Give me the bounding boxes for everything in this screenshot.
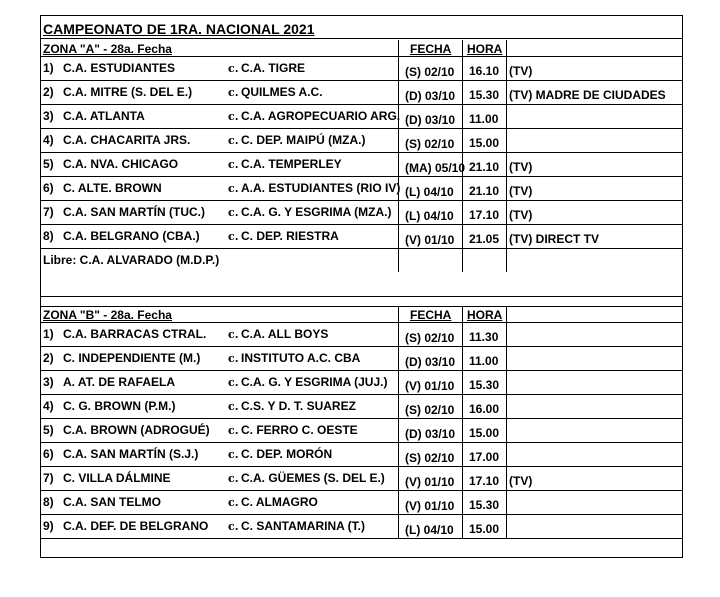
match-time: 11.00 [469, 354, 499, 368]
broadcast-info: (TV) DIRECT TV [509, 232, 599, 246]
match-time: 15.30 [469, 378, 500, 392]
home-team: C. G. BROWN (P.M.) [63, 399, 176, 413]
match-number: 7) [43, 471, 54, 485]
away-team: C. DEP. MAIPÚ (MZA.) [241, 133, 366, 147]
fixture-sheet [40, 15, 683, 558]
versus-marker: c. [228, 520, 239, 533]
match-time: 15.30 [469, 498, 500, 512]
row-divider [41, 394, 682, 395]
match-time: 17.00 [469, 450, 500, 464]
match-time: 21.10 [469, 184, 500, 198]
match-date: (S) 02/10 [405, 137, 455, 151]
broadcast-info: (TV) [509, 184, 533, 198]
versus-marker: c. [228, 230, 239, 243]
broadcast-info: (TV) [509, 160, 533, 174]
match-date: (V) 01/10 [405, 499, 455, 513]
page-title: CAMPEONATO DE 1RA. NACIONAL 2021 [43, 21, 315, 37]
match-time: 17.10 [469, 208, 500, 222]
match-number: 4) [43, 399, 54, 413]
away-team: C.A. ALL BOYS [241, 327, 329, 341]
match-date: (S) 02/10 [405, 65, 455, 79]
match-date: (L) 04/10 [405, 523, 454, 537]
match-time: 15.00 [469, 136, 500, 150]
row-divider [41, 514, 682, 515]
match-date: (MA) 05/10 [405, 161, 466, 175]
column-header-hora: HORA [467, 42, 503, 56]
match-time: 15.00 [469, 426, 500, 440]
broadcast-info: (TV) [509, 474, 533, 488]
row-divider [41, 200, 682, 201]
match-date: (V) 01/10 [405, 379, 455, 393]
title-divider [41, 38, 682, 39]
match-number: 3) [43, 109, 54, 123]
broadcast-info: (TV) [509, 208, 533, 222]
home-team: C.A. SAN TELMO [63, 495, 161, 509]
home-team: C. VILLA DÁLMINE [63, 471, 171, 485]
match-number: 3) [43, 375, 54, 389]
match-date: (S) 02/10 [405, 403, 455, 417]
hora-column-line [462, 40, 463, 272]
match-date: (L) 04/10 [405, 209, 454, 223]
match-date: (V) 01/10 [405, 233, 455, 247]
match-time: 11.30 [469, 330, 499, 344]
versus-marker: c. [228, 352, 239, 365]
home-team: C.A. BELGRANO (CBA.) [63, 229, 200, 243]
home-team: C.A. DEF. DE BELGRANO [63, 519, 209, 533]
home-team: C. ALTE. BROWN [63, 181, 162, 195]
match-number: 5) [43, 423, 54, 437]
versus-marker: c. [228, 182, 239, 195]
bye-team: Libre: C.A. ALVARADO (M.D.P.) [43, 253, 220, 267]
zone-header: ZONA "A" - 28a. Fecha [43, 42, 172, 56]
match-number: 1) [43, 61, 54, 75]
hora-column-line [462, 306, 463, 538]
match-time: 11.00 [469, 112, 499, 126]
away-team: A.A. ESTUDIANTES (RIO IV) [241, 181, 401, 195]
home-team: C.A. SAN MARTÍN (TUC.) [63, 205, 205, 219]
away-team: C. DEP. RIESTRA [241, 229, 339, 243]
home-team: C.A. SAN MARTÍN (S.J.) [63, 447, 199, 461]
match-time: 15.00 [469, 522, 500, 536]
row-divider [41, 224, 682, 225]
away-team: C. ALMAGRO [241, 495, 318, 509]
match-number: 2) [43, 351, 54, 365]
match-time: 16.00 [469, 402, 500, 416]
row-divider [41, 490, 682, 491]
column-header-fecha: FECHA [410, 308, 452, 322]
row-divider [41, 80, 682, 81]
away-team: C. FERRO C. OESTE [241, 423, 358, 437]
away-team: C.A. TIGRE [241, 61, 306, 75]
home-team: C.A. ESTUDIANTES [63, 61, 176, 75]
versus-marker: c. [228, 400, 239, 413]
home-team: C.A. MITRE (S. DEL E.) [63, 85, 193, 99]
zone-header-divider [41, 56, 682, 57]
match-time: 16.10 [469, 64, 500, 78]
match-number: 5) [43, 157, 54, 171]
match-date: (D) 03/10 [405, 355, 456, 369]
match-number: 6) [43, 181, 54, 195]
tv-column-line [506, 40, 507, 272]
away-team: C.S. Y D. T. SUAREZ [241, 399, 356, 413]
row-divider [41, 176, 682, 177]
home-team: C.A. BARRACAS CTRAL. [63, 327, 207, 341]
broadcast-info: (TV) MADRE DE CIUDADES [509, 88, 666, 102]
away-team: C. SANTAMARINA (T.) [241, 519, 365, 533]
match-number: 6) [43, 447, 54, 461]
match-date: (D) 03/10 [405, 89, 456, 103]
home-team: C.A. BROWN (ADROGUÉ) [63, 423, 210, 437]
away-team: C.A. TEMPERLEY [241, 157, 342, 171]
home-team: C. INDEPENDIENTE (M.) [63, 351, 201, 365]
match-number: 8) [43, 229, 54, 243]
match-time: 17.10 [469, 474, 500, 488]
versus-marker: c. [228, 158, 239, 171]
row-divider [41, 538, 682, 539]
match-date: (D) 03/10 [405, 113, 456, 127]
home-team: C.A. NVA. CHICAGO [63, 157, 179, 171]
match-number: 2) [43, 85, 54, 99]
broadcast-info: (TV) [509, 64, 533, 78]
row-divider [41, 128, 682, 129]
versus-marker: c. [228, 472, 239, 485]
versus-marker: c. [228, 86, 239, 99]
match-time: 15.30 [469, 88, 500, 102]
home-team: A. AT. DE RAFAELA [63, 375, 176, 389]
versus-marker: c. [228, 328, 239, 341]
home-team: C.A. CHACARITA JRS. [63, 133, 191, 147]
away-team: INSTITUTO A.C. CBA [241, 351, 361, 365]
zone-b-top-line [41, 306, 682, 307]
versus-marker: c. [228, 376, 239, 389]
match-number: 7) [43, 205, 54, 219]
away-team: C.A. G. Y ESGRIMA (MZA.) [241, 205, 392, 219]
column-header-fecha: FECHA [410, 42, 452, 56]
away-team: C.A. AGROPECUARIO ARG. [241, 109, 401, 123]
versus-marker: c. [228, 424, 239, 437]
match-number: 4) [43, 133, 54, 147]
row-divider [41, 248, 682, 249]
zone-header-divider [41, 322, 682, 323]
versus-marker: c. [228, 448, 239, 461]
away-team: C. DEP. MORÓN [241, 447, 333, 461]
row-divider [41, 104, 682, 105]
versus-marker: c. [228, 62, 239, 75]
home-team: C.A. ATLANTA [63, 109, 145, 123]
zone-header: ZONA "B" - 28a. Fecha [43, 308, 172, 322]
tv-column-line [506, 306, 507, 538]
match-time: 21.05 [469, 232, 500, 246]
match-number: 8) [43, 495, 54, 509]
row-divider [41, 370, 682, 371]
match-time: 21.10 [469, 160, 500, 174]
match-date: (D) 03/10 [405, 427, 456, 441]
match-date: (S) 02/10 [405, 451, 455, 465]
match-date: (L) 04/10 [405, 185, 454, 199]
versus-marker: c. [228, 206, 239, 219]
versus-marker: c. [228, 134, 239, 147]
versus-marker: c. [228, 110, 239, 123]
row-divider [41, 466, 682, 467]
away-team: C.A. GÜEMES (S. DEL E.) [241, 471, 385, 485]
away-team: QUILMES A.C. [241, 85, 323, 99]
match-number: 1) [43, 327, 54, 341]
spacer-divider [41, 296, 682, 297]
versus-marker: c. [228, 496, 239, 509]
match-date: (V) 01/10 [405, 475, 455, 489]
row-divider [41, 442, 682, 443]
fecha-column-line [398, 306, 399, 538]
match-date: (S) 02/10 [405, 331, 455, 345]
away-team: C.A. G. Y ESGRIMA (JUJ.) [241, 375, 388, 389]
match-number: 9) [43, 519, 54, 533]
fecha-column-line [398, 40, 399, 272]
column-header-hora: HORA [467, 308, 503, 322]
row-divider [41, 418, 682, 419]
row-divider [41, 152, 682, 153]
row-divider [41, 346, 682, 347]
